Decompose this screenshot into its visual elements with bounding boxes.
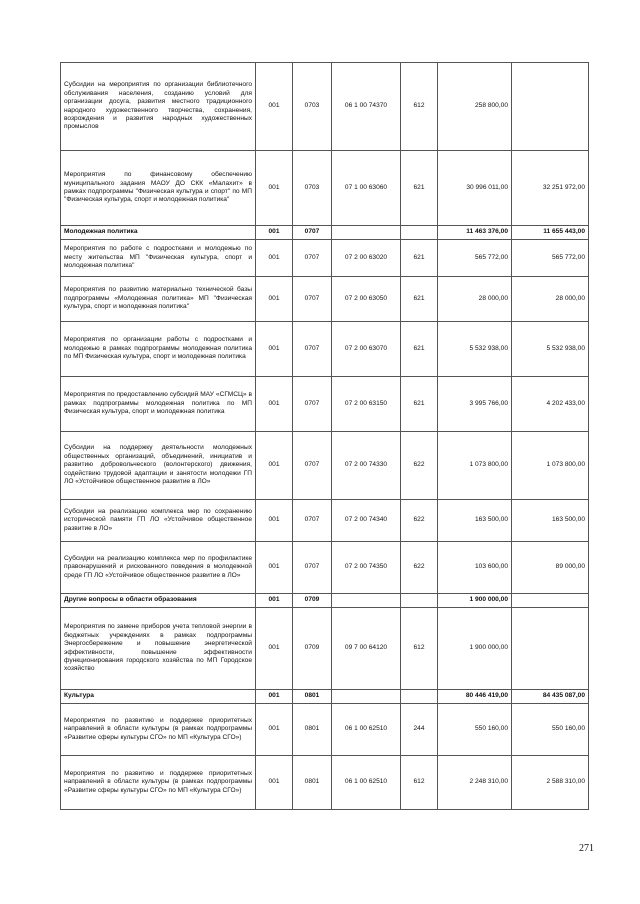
section-code-cell: 0703 bbox=[293, 63, 332, 151]
expense-type-cell: 244 bbox=[401, 704, 438, 756]
section-code-cell: 0707 bbox=[293, 542, 332, 594]
amount-year2-cell: 11 655 443,00 bbox=[512, 226, 589, 240]
section-code-cell: 0707 bbox=[293, 377, 332, 432]
target-article-cell bbox=[332, 226, 401, 240]
amount-year2-cell bbox=[512, 63, 589, 151]
target-article-cell: 06 1 00 74370 bbox=[332, 63, 401, 151]
amount-year1-cell: 163 500,00 bbox=[438, 500, 512, 542]
row-name-cell: Мероприятия по финансовому обеспечению муниципального задания МАОУ ДО СКК «Малахит» в рамках подпрограммы "Физическая культура и спорт" по МП "Физическая культура, спорт и молодежная политика" bbox=[61, 151, 256, 226]
expense-type-cell: 621 bbox=[401, 151, 438, 226]
table-row bbox=[61, 756, 589, 810]
amount-year1-cell: 258 800,00 bbox=[438, 63, 512, 151]
section-row bbox=[61, 226, 589, 240]
row-name-cell: Субсидии на реализацию комплекса мер по профилактике правонарушений и рискованного поведения в молодежной среде ГП ЛО «Устойчивое общественное развитие в ЛО» bbox=[61, 542, 256, 594]
section-code-cell: 0707 bbox=[293, 240, 332, 277]
expense-type-cell: 612 bbox=[401, 756, 438, 810]
target-article-cell bbox=[332, 690, 401, 704]
expense-type-cell: 612 bbox=[401, 63, 438, 151]
table-row bbox=[61, 704, 589, 756]
table-row bbox=[61, 542, 589, 594]
row-name-cell: Другие вопросы в области образования bbox=[61, 594, 256, 608]
glava-cell: 001 bbox=[256, 690, 293, 704]
glava-cell: 001 bbox=[256, 704, 293, 756]
budget-table bbox=[60, 62, 589, 810]
section-code-cell: 0707 bbox=[293, 322, 332, 377]
amount-year1-cell: 30 996 011,00 bbox=[438, 151, 512, 226]
amount-year1-cell: 565 772,00 bbox=[438, 240, 512, 277]
row-name-cell: Мероприятия по организации работы с подростками и молодежью в рамках подпрограммы молодежная политика по МП Физическая культура, спорт и молодежная политика bbox=[61, 322, 256, 377]
expense-type-cell: 621 bbox=[401, 377, 438, 432]
table-row bbox=[61, 151, 589, 226]
glava-cell: 001 bbox=[256, 608, 293, 690]
table-row bbox=[61, 322, 589, 377]
amount-year1-cell: 80 446 419,00 bbox=[438, 690, 512, 704]
expense-type-cell bbox=[401, 594, 438, 608]
expense-type-cell bbox=[401, 690, 438, 704]
amount-year2-cell: 565 772,00 bbox=[512, 240, 589, 277]
row-name-cell: Субсидии на мероприятия по организации библиотечного обслуживания населения, созданию условий для организации досуга, развития местного традиционного народного художественного творчества, сохранения, возрождения и развития народных художественных промыслов bbox=[61, 63, 256, 151]
expense-type-cell: 622 bbox=[401, 542, 438, 594]
section-code-cell: 0707 bbox=[293, 432, 332, 500]
section-code-cell: 0709 bbox=[293, 594, 332, 608]
glava-cell: 001 bbox=[256, 500, 293, 542]
expense-type-cell: 621 bbox=[401, 277, 438, 322]
section-code-cell: 0801 bbox=[293, 704, 332, 756]
expense-type-cell: 622 bbox=[401, 432, 438, 500]
expense-type-cell: 612 bbox=[401, 608, 438, 690]
glava-cell: 001 bbox=[256, 377, 293, 432]
section-code-cell: 0703 bbox=[293, 151, 332, 226]
target-article-cell: 07 1 00 63060 bbox=[332, 151, 401, 226]
section-row bbox=[61, 594, 589, 608]
row-name-cell: Мероприятия по замене приборов учета тепловой энергии в бюджетных учреждениях в рамках подпрограммы Энергосбережение и повышение энергетической эффективности, повышение эффективности функционирования городского хозяйства по МП Городское хозяйство bbox=[61, 608, 256, 690]
amount-year2-cell: 32 251 972,00 bbox=[512, 151, 589, 226]
section-code-cell: 0801 bbox=[293, 690, 332, 704]
amount-year1-cell: 5 532 938,00 bbox=[438, 322, 512, 377]
target-article-cell: 07 2 00 63020 bbox=[332, 240, 401, 277]
section-code-cell: 0707 bbox=[293, 277, 332, 322]
amount-year1-cell: 1 900 000,00 bbox=[438, 594, 512, 608]
amount-year2-cell bbox=[512, 594, 589, 608]
glava-cell: 001 bbox=[256, 240, 293, 277]
target-article-cell: 09 7 00 64120 bbox=[332, 608, 401, 690]
amount-year2-cell: 5 532 938,00 bbox=[512, 322, 589, 377]
amount-year2-cell: 28 000,00 bbox=[512, 277, 589, 322]
target-article-cell bbox=[332, 594, 401, 608]
amount-year1-cell: 3 995 766,00 bbox=[438, 377, 512, 432]
glava-cell: 001 bbox=[256, 756, 293, 810]
glava-cell: 001 bbox=[256, 226, 293, 240]
table-row bbox=[61, 63, 589, 151]
section-code-cell: 0801 bbox=[293, 756, 332, 810]
amount-year1-cell: 103 600,00 bbox=[438, 542, 512, 594]
amount-year1-cell: 1 900 000,00 bbox=[438, 608, 512, 690]
expense-type-cell bbox=[401, 226, 438, 240]
row-name-cell: Мероприятия по развитию и поддержке приоритетных направлений в области культуры (в рамках подпрограммы «Развитие сферы культуры СГО» по МП «Культура СГО») bbox=[61, 756, 256, 810]
section-code-cell: 0707 bbox=[293, 226, 332, 240]
section-row bbox=[61, 690, 589, 704]
amount-year2-cell: 84 435 087,00 bbox=[512, 690, 589, 704]
amount-year1-cell: 2 248 310,00 bbox=[438, 756, 512, 810]
amount-year1-cell: 1 073 800,00 bbox=[438, 432, 512, 500]
amount-year2-cell bbox=[512, 608, 589, 690]
expense-type-cell: 622 bbox=[401, 500, 438, 542]
table-row bbox=[61, 377, 589, 432]
amount-year2-cell: 2 588 310,00 bbox=[512, 756, 589, 810]
amount-year2-cell: 89 000,00 bbox=[512, 542, 589, 594]
glava-cell: 001 bbox=[256, 63, 293, 151]
row-name-cell: Мероприятия по развитию и поддержке приоритетных направлений в области культуры (в рамках подпрограммы «Развитие сферы культуры СГО» по МП «Культура СГО») bbox=[61, 704, 256, 756]
row-name-cell: Субсидии на поддержку деятельности молодежных общественных организаций, объединений, инициатив и развитию добровольческого (волонтерского) движения, содействию трудовой адаптации и занятости молодежи ГП ЛО «Устойчивое общественное развитие в ЛО» bbox=[61, 432, 256, 500]
amount-year2-cell: 163 500,00 bbox=[512, 500, 589, 542]
row-name-cell: Молодежная политика bbox=[61, 226, 256, 240]
target-article-cell: 07 2 00 74330 bbox=[332, 432, 401, 500]
table-body bbox=[61, 63, 589, 810]
page-number: 271 bbox=[579, 843, 594, 854]
target-article-cell: 07 2 00 63150 bbox=[332, 377, 401, 432]
row-name-cell: Субсидии на реализацию комплекса мер по сохранению исторической памяти ГП ЛО «Устойчивое общественное развитие в ЛО» bbox=[61, 500, 256, 542]
amount-year2-cell: 550 160,00 bbox=[512, 704, 589, 756]
target-article-cell: 07 2 00 74340 bbox=[332, 500, 401, 542]
target-article-cell: 06 1 00 62510 bbox=[332, 704, 401, 756]
glava-cell: 001 bbox=[256, 151, 293, 226]
row-name-cell: Мероприятия по работе с подростками и молодежью по месту жительства МП "Физическая культура, спорт и молодежная политика" bbox=[61, 240, 256, 277]
amount-year1-cell: 11 463 376,00 bbox=[438, 226, 512, 240]
table-row bbox=[61, 240, 589, 277]
expense-type-cell: 621 bbox=[401, 240, 438, 277]
section-code-cell: 0709 bbox=[293, 608, 332, 690]
glava-cell: 001 bbox=[256, 432, 293, 500]
row-name-cell: Мероприятия по развитию материально технической базы подпрограммы «Молодежная политика» МП "Физическая культура, спорт и молодежная политика" bbox=[61, 277, 256, 322]
amount-year2-cell: 4 202 433,00 bbox=[512, 377, 589, 432]
target-article-cell: 06 1 00 62510 bbox=[332, 756, 401, 810]
table-row bbox=[61, 432, 589, 500]
target-article-cell: 07 2 00 74350 bbox=[332, 542, 401, 594]
row-name-cell: Культура bbox=[61, 690, 256, 704]
glava-cell: 001 bbox=[256, 594, 293, 608]
target-article-cell: 07 2 00 63050 bbox=[332, 277, 401, 322]
glava-cell: 001 bbox=[256, 322, 293, 377]
table-row bbox=[61, 608, 589, 690]
row-name-cell: Мероприятия по предоставлению субсидий МАУ «СГМСЦ» в рамках подпрограммы молодежная политика по МП Физическая культура, спорт и молодежная политика bbox=[61, 377, 256, 432]
expense-type-cell: 621 bbox=[401, 322, 438, 377]
table-row bbox=[61, 277, 589, 322]
amount-year1-cell: 550 160,00 bbox=[438, 704, 512, 756]
glava-cell: 001 bbox=[256, 277, 293, 322]
target-article-cell: 07 2 00 63070 bbox=[332, 322, 401, 377]
amount-year1-cell: 28 000,00 bbox=[438, 277, 512, 322]
table-row bbox=[61, 500, 589, 542]
glava-cell: 001 bbox=[256, 542, 293, 594]
amount-year2-cell: 1 073 800,00 bbox=[512, 432, 589, 500]
section-code-cell: 0707 bbox=[293, 500, 332, 542]
